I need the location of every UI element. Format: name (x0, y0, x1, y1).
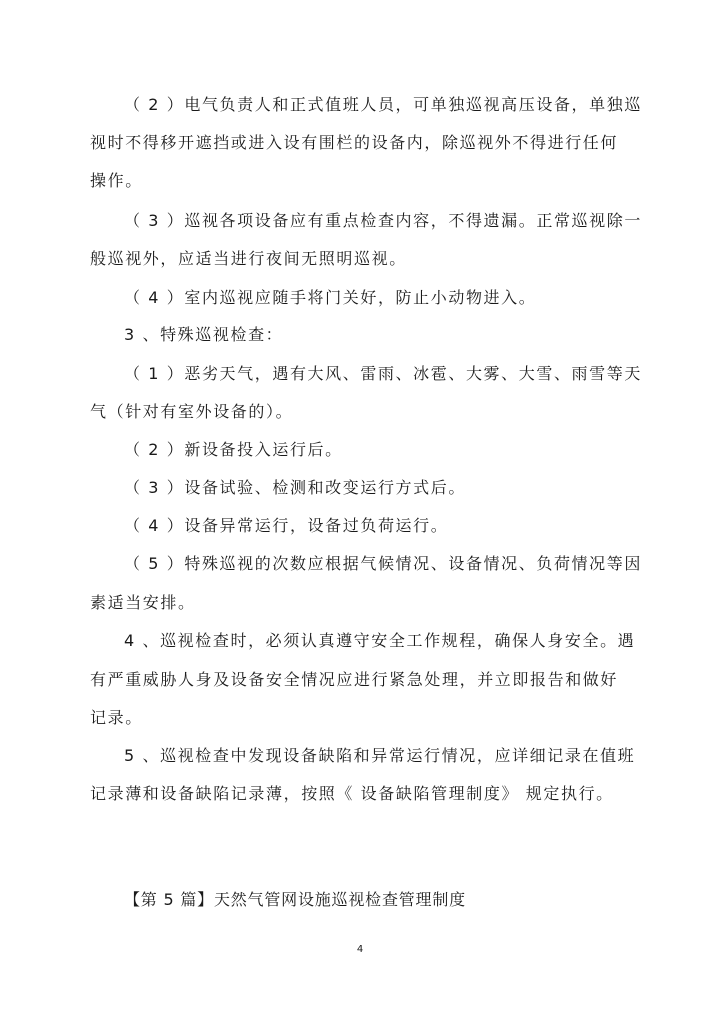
paragraph-line: （ 3 ）设备试验、检测和改变运行方式后。 (124, 478, 466, 497)
paragraph-line: 素适当安排。 (90, 593, 196, 612)
paragraph-line: 视时不得移开遮挡或进入设有围栏的设备内，除巡视外不得进行任何 (90, 133, 619, 152)
paragraph-line: 记录薄和设备缺陷记录薄，按照《 设备缺陷管理制度》 规定执行。 (90, 784, 614, 803)
section-heading: 【第 5 篇】天然气管网设施巡视检查管理制度 (124, 890, 466, 909)
paragraph-line: 记录。 (90, 708, 143, 727)
paragraph-line: （ 5 ）特殊巡视的次数应根据气候情况、设备情况、负荷情况等因 (124, 554, 642, 573)
paragraph-line: （ 4 ）设备异常运行，设备过负荷运行。 (124, 516, 449, 535)
paragraph-line: （ 3 ）巡视各项设备应有重点检查内容，不得遗漏。正常巡视除一 (124, 211, 642, 230)
paragraph-line: 气（针对有室外设备的）。 (90, 402, 294, 421)
paragraph-line: （ 2 ）电气负责人和正式值班人员，可单独巡视高压设备，单独巡 (124, 95, 642, 114)
paragraph-line: 般巡视外，应适当进行夜间无照明巡视。 (90, 249, 407, 268)
section-subheading: 3 、特殊巡视检查： (124, 325, 284, 344)
paragraph-line: 操作。 (90, 171, 143, 190)
paragraph-line: 4 、巡视检查时，必须认真遵守安全工作规程，确保人身安全。遇 (124, 631, 636, 650)
paragraph-line: （ 4 ）室内巡视应随手将门关好，防止小动物进入。 (124, 288, 537, 307)
paragraph-line: 5 、巡视检查中发现设备缺陷和异常运行情况，应详细记录在值班 (124, 746, 636, 765)
paragraph-line: （ 1 ）恶劣天气，遇有大风、雷雨、冰雹、大雾、大雪、雨雪等天 (124, 364, 642, 383)
paragraph-line: 有严重威胁人身及设备安全情况应进行紧急处理，并立即报告和做好 (90, 670, 619, 689)
page-number: 4 (356, 944, 364, 955)
paragraph-line: （ 2 ）新设备投入运行后。 (124, 440, 343, 459)
